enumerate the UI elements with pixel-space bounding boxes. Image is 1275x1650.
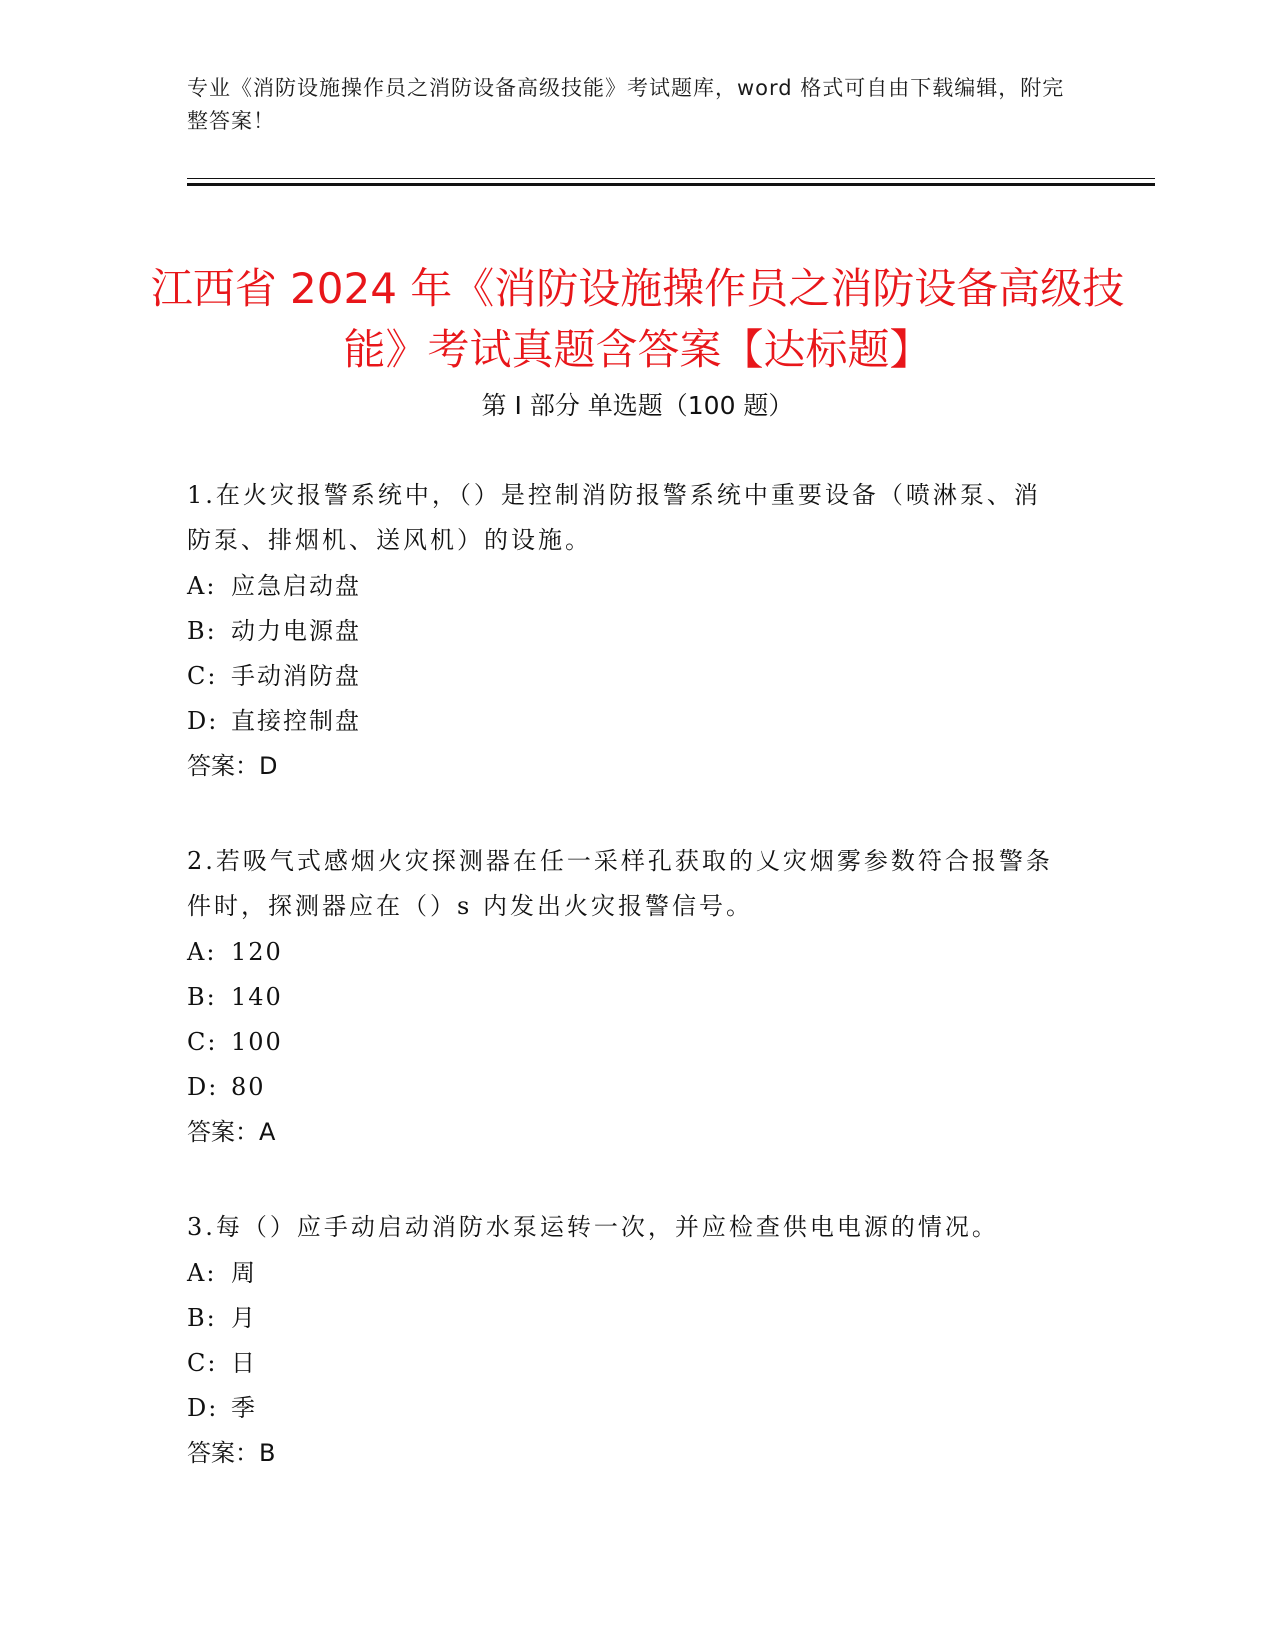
option-key: C:: [187, 1349, 218, 1377]
option-key: B:: [187, 617, 217, 645]
answer-label: 答案：: [187, 1439, 259, 1467]
option-c: [187, 654, 1067, 699]
question-stem: 3.每（）应手动启动消防水泵运转一次，并应检查供电电源的情况。: [187, 1213, 999, 1241]
option-text: 100: [231, 1028, 283, 1056]
option-text: 动力电源盘: [231, 617, 361, 645]
question-stem: 2.若吸气式感烟火灾探测器在任一采样孔获取的乂灾烟雾参数符合报警条件时，探测器应在（）s 内发出火灾报警信号。: [187, 847, 1053, 920]
option-text: 日: [231, 1349, 257, 1377]
part-heading: 第 I 部分 单选题（100 题）: [481, 391, 794, 420]
option-text: 应急启动盘: [231, 572, 361, 600]
answer-label: 答案：: [187, 1118, 259, 1146]
option-a: [187, 564, 1067, 609]
option-key: A:: [187, 1259, 217, 1287]
header-note: 专业《消防设施操作员之消防设备高级技能》考试题库，word 格式可自由下载编辑，附完整答案！: [187, 76, 1065, 133]
option-b: [187, 975, 1067, 1020]
option-d: [187, 1065, 1067, 1110]
option-c: [187, 1020, 1067, 1065]
option-key: C:: [187, 662, 218, 690]
option-b: [187, 609, 1067, 654]
question-1: [187, 473, 1067, 789]
answer-value: A: [259, 1118, 276, 1146]
option-text: 季: [231, 1394, 257, 1422]
option-text: 月: [231, 1304, 257, 1332]
answer-line: [187, 1431, 1067, 1476]
option-text: 80: [231, 1073, 266, 1101]
option-key: C:: [187, 1028, 218, 1056]
option-key: A:: [187, 572, 217, 600]
answer-line: [187, 1110, 1067, 1155]
option-key: D:: [187, 707, 219, 735]
option-key: A:: [187, 938, 217, 966]
option-d: [187, 1386, 1067, 1431]
option-c: [187, 1341, 1067, 1386]
option-a: [187, 1251, 1067, 1296]
answer-label: 答案：: [187, 752, 259, 780]
option-text: 直接控制盘: [231, 707, 361, 735]
document-title: 江西省 2024 年《消防设施操作员之消防设备高级技能》考试真题含答案【达标题】: [150, 264, 1125, 375]
option-text: 周: [231, 1259, 257, 1287]
option-key: D:: [187, 1394, 219, 1422]
option-b: [187, 1296, 1067, 1341]
answer-line: [187, 744, 1067, 789]
question-list: [187, 473, 1067, 1526]
option-text: 120: [231, 938, 283, 966]
option-a: [187, 930, 1067, 975]
question-2: [187, 839, 1067, 1155]
answer-value: D: [259, 752, 278, 780]
question-stem: 1.在火灾报警系统中，（）是控制消防报警系统中重要设备（喷淋泵、消防泵、排烟机、送风机）的设施。: [187, 481, 1041, 554]
answer-value: B: [259, 1439, 276, 1467]
option-d: [187, 699, 1067, 744]
header-divider-thin: [187, 178, 1155, 179]
option-key: B:: [187, 1304, 217, 1332]
option-key: D:: [187, 1073, 219, 1101]
option-text: 手动消防盘: [231, 662, 361, 690]
question-3: [187, 1205, 1067, 1476]
option-text: 140: [231, 983, 283, 1011]
option-key: B:: [187, 983, 217, 1011]
header-divider-thick: [187, 183, 1155, 186]
